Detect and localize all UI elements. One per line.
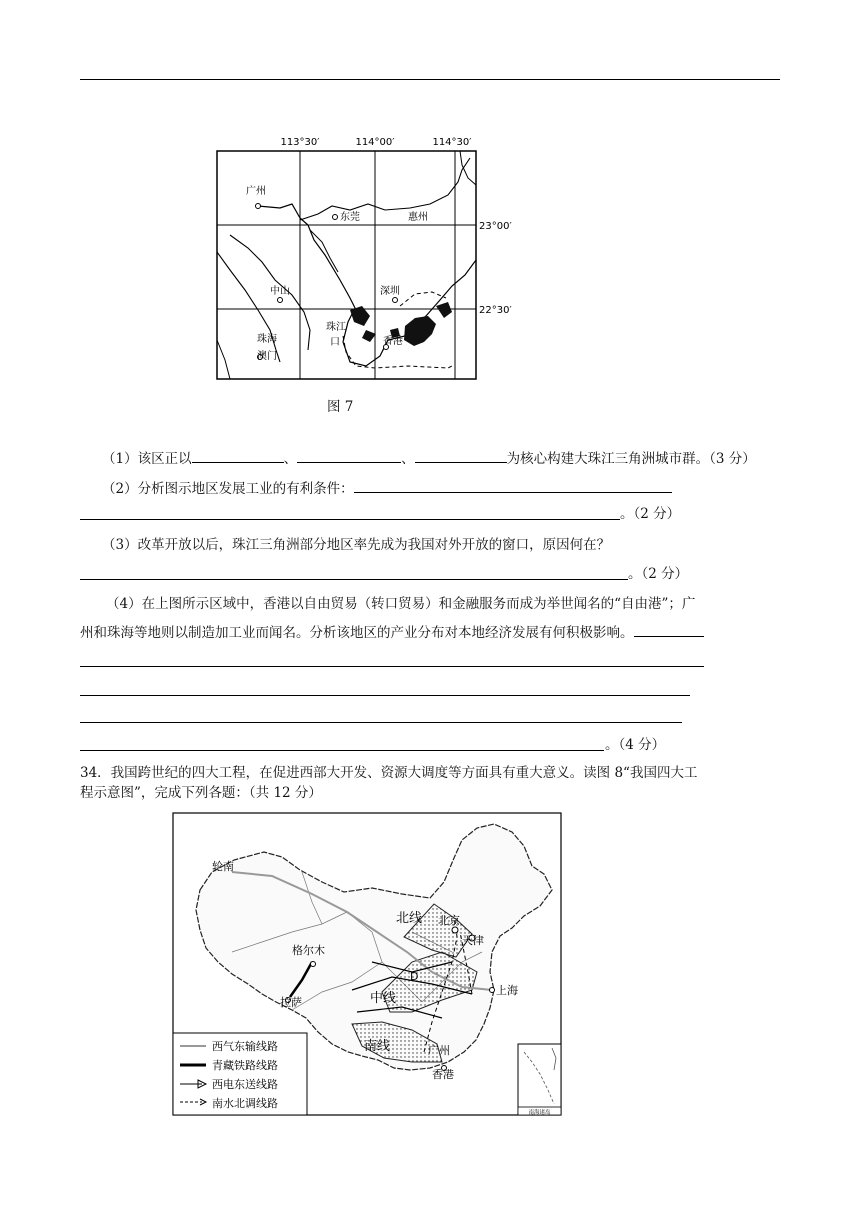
separator: 、: [401, 451, 415, 467]
place-tianjin: 天津: [462, 934, 484, 947]
q1-suffix: 为核心构建大珠江三角洲城市群。（3 分）: [506, 451, 756, 467]
answer-line[interactable]: [80, 722, 682, 723]
place-zhuhai: 珠海: [257, 334, 277, 345]
q34-line1: 34．我国跨世纪的四大工程，在促进西部大开发、资源大调度等方面具有重大意义。读图 8“我国四大工: [80, 765, 698, 781]
answer-line[interactable]: [80, 695, 690, 696]
figure-7-caption: 图 7: [327, 399, 354, 415]
lat-label: 22°30′: [479, 305, 512, 316]
place-lunnan: 轮南: [212, 860, 234, 873]
answer-blank[interactable]: [192, 448, 284, 463]
q4-text: 州和珠海等地则以制造加工业而闻名。分析该地区的产业分布对本地经济发展有何积极影响。: [80, 625, 634, 641]
q4-line1: （4）在上图所示区域中，香港以自由贸易（转口贸易）和金融服务而成为举世闻名的“自由港”；广: [106, 596, 696, 612]
lat-label: 23°00′: [479, 221, 512, 232]
q4-end: 。（4 分）: [605, 737, 666, 753]
place-zhongshan: 中山: [270, 286, 290, 297]
place-beijing: 北京: [438, 914, 460, 927]
q4-line2: [80, 622, 704, 642]
q2-line: [102, 478, 672, 498]
place-dongguan: 东莞: [340, 212, 360, 223]
place-shanghai: 上海: [496, 984, 518, 997]
separator: 、: [283, 451, 298, 467]
answer-blank[interactable]: [415, 448, 507, 463]
answer-line[interactable]: [80, 666, 704, 667]
inset-label: 南海诸岛: [528, 1110, 551, 1116]
answer-blank[interactable]: [297, 448, 401, 463]
place-kou: 口: [330, 337, 340, 348]
legend-label: 西电东送线路: [212, 1078, 278, 1091]
route-south: 南线: [364, 1039, 391, 1054]
lon-label: 114°00′: [355, 137, 395, 148]
q3-text: （3）改革开放以后，珠江三角洲部分地区率先成为我国对外开放的窗口，原因何在？: [102, 537, 611, 553]
header-rule: [80, 79, 780, 80]
place-guangzhou: 广州: [428, 1044, 450, 1057]
q3-end: 。（2 分）: [628, 566, 689, 582]
place-guangzhou: 广州: [246, 186, 266, 197]
figure-7-map: [200, 130, 530, 385]
place-huizhou: 惠州: [408, 212, 428, 223]
q1-prefix: （1）该区正以: [102, 451, 192, 467]
answer-blank[interactable]: [354, 478, 672, 493]
answer-line[interactable]: [80, 579, 628, 580]
answer-blank[interactable]: [634, 622, 704, 637]
q1-line: [102, 448, 756, 468]
place-d: D: [410, 970, 419, 983]
place-zhujiang: 珠江: [326, 322, 346, 333]
legend-label: 南水北调线路: [212, 1097, 278, 1110]
route-middle: 中线: [370, 991, 397, 1006]
lon-label: 114°30′: [432, 137, 472, 148]
lon-label: 113°30′: [280, 137, 320, 148]
place-golmud: 格尔木: [292, 944, 325, 957]
legend-label: 青藏铁路线路: [212, 1059, 278, 1072]
place-macau: 澳门: [257, 351, 277, 362]
figure-8-map: [172, 812, 564, 1118]
place-shenzhen: 深圳: [380, 286, 400, 297]
q2-text: （2）分析图示地区发展工业的有利条件：: [102, 481, 354, 497]
q34-line2: 程示意图”，完成下列各题：（共 12 分）: [80, 785, 322, 801]
answer-line[interactable]: [80, 519, 620, 520]
place-hongkong: 香港: [432, 1068, 454, 1081]
route-north: 北线: [396, 911, 423, 926]
legend-label: 西气东输线路: [212, 1040, 278, 1053]
place-lhasa: 拉萨: [280, 996, 302, 1009]
answer-line[interactable]: [80, 750, 604, 751]
place-hongkong: 香港: [383, 336, 403, 347]
q2-end: 。（2 分）: [620, 506, 681, 522]
